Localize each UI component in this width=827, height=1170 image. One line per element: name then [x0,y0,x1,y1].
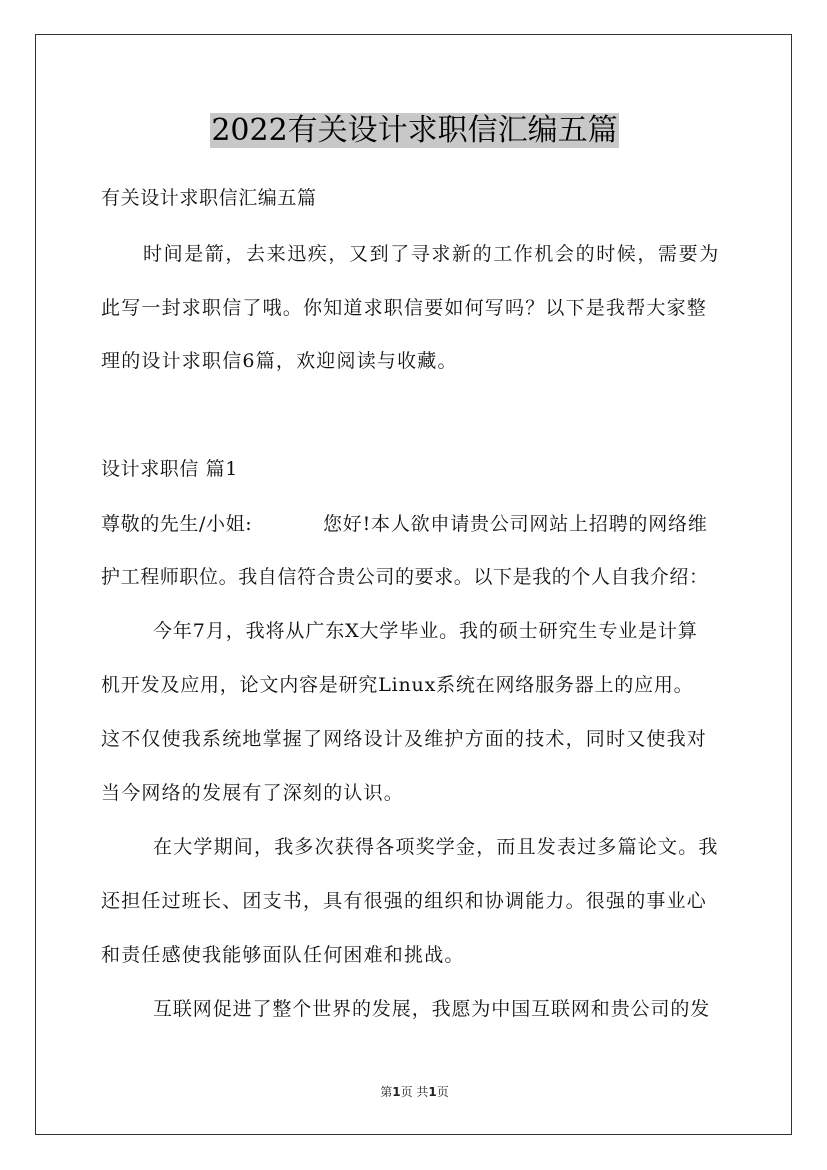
body-line: 护工程师职位。我自信符合贵公司的要求。以下是我的个人自我介绍： [101,566,709,588]
body-line: 和责任感使我能够面队任何困难和挑战。 [101,944,465,966]
page-footer [36,1083,793,1100]
body-line: 您好!本人欲申请贵公司网站上招聘的网络维 [323,513,708,535]
salutation: 尊敬的先生/小姐: [101,513,253,535]
subtitle: 有关设计求职信汇编五篇 [101,187,317,209]
body-line: 今年7月，我将从广东X大学毕业。我的硕士研究生专业是计算 [153,620,698,642]
document-title [36,105,793,149]
page-mid: 页 共 [400,1085,429,1099]
page-prefix: 第 [380,1085,393,1099]
document-page [35,34,792,1135]
body-line: 当今网络的发展有了深刻的认识。 [101,782,405,804]
intro-line: 时间是箭，去来迅疾，又到了寻求新的工作机会的时候，需要为 [143,243,720,265]
page-current: 1 [392,1085,401,1099]
body-line: 互联网促进了整个世界的发展，我愿为中国互联网和贵公司的发 [153,998,711,1020]
section-heading: 设计求职信 篇1 [101,458,238,480]
intro-line: 此写一封求职信了哦。你知道求职信要如何写吗？以下是我帮大家整 [101,297,708,319]
page-suffix: 页 [436,1085,449,1099]
body-line: 机开发及应用，论文内容是研究Linux系统在网络服务器上的应用。 [101,674,694,696]
page-total: 1 [428,1085,437,1099]
body-line: 还担任过班长、团支书，具有很强的组织和协调能力。很强的事业心 [101,890,708,912]
document-title-text: 2022有关设计求职信汇编五篇 [211,113,618,148]
body-line: 这不仅使我系统地掌握了网络设计及维护方面的技术，同时又使我对 [101,728,708,750]
intro-line: 理的设计求职信6篇，欢迎阅读与收藏。 [101,350,458,372]
body-line: 在大学期间，我多次获得各项奖学金，而且发表过多篇论文。我 [153,836,719,858]
